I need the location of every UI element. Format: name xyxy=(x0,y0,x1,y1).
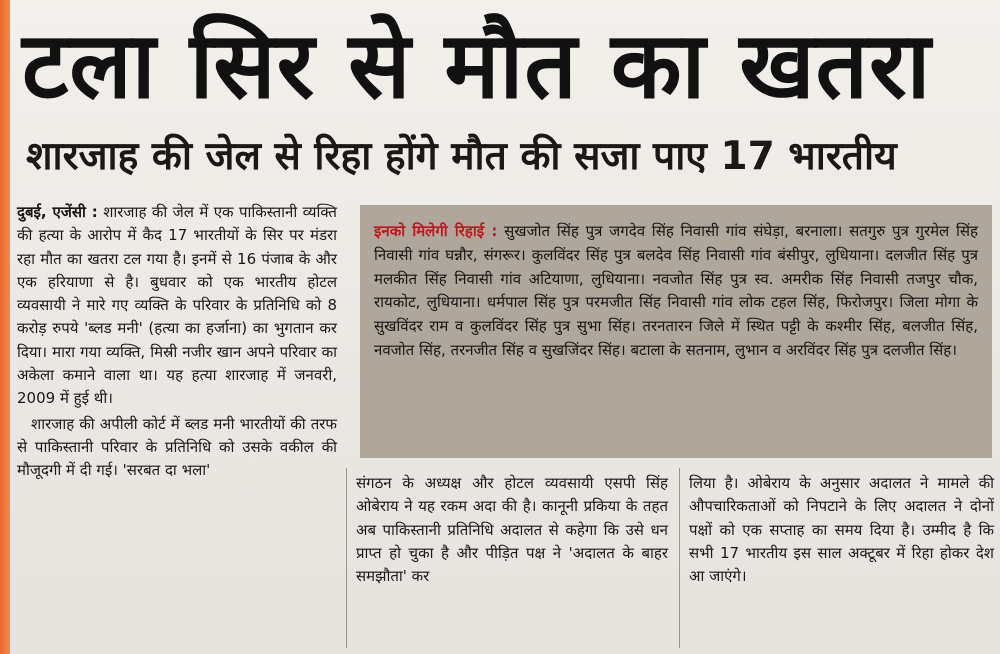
released-names-box xyxy=(360,205,992,458)
headline: टला सिर से मौत का खतरा xyxy=(22,12,932,119)
released-names-list: सुखजोत सिंह पुत्र जगदेव सिंह निवासी गांव संघेड़ा, बरनाला। सतगुरु पुत्र गुरमेल सिंह निवासी गांव घन्नौर, संगरूर। कुलविंदर सिंह पुत्र बलदेव सिंह निवासी गांव बंसीपुर, लुधियाना। दलजीत सिंह पुत्र मलकीत सिंह निवासी गांव अटियाणा, लुधियाना। नवजोत सिंह पुत्र स्व. अमरीक सिंह निवासी तजपुर चौक, रायकोट, लुधियाना। धर्मपाल सिंह पुत्र परमजीत सिंह निवासी गांव लोक टहल सिंह, फिरोजपुर। जिला मोगा के सुखविंदर राम व कुलविंदर सिंह पुत्र सुभा सिंह। तरनतारन जिले में स्थित पट्टी के कश्मीर सिंह, बलजीत सिंह, नवजोत सिंह, तरनजीत सिंह व सुखजिंदर सिंह। बटाला के सतनाम, लुभान व अरविंदर सिंह पुत्र दलजीत सिंह। xyxy=(374,222,978,359)
released-names-text-block xyxy=(374,220,978,363)
article-column-3 xyxy=(689,472,994,588)
article-text-3: लिया है। ओबेराय के अनुसार अदालत ने मामले की औपचारिकताओं को निपटाने के लिए अदालत ने दोनों पक्षों को एक सप्ताह का समय दिया है। उम्मीद है कि सभी 17 भारतीय इस साल अक्टूबर में रिहा होकर देश आ जाएंगे। xyxy=(689,474,994,586)
article-column-2 xyxy=(356,472,668,588)
released-names-label: इनको मिलेगी रिहाई : xyxy=(374,222,498,240)
article-paragraph-1 xyxy=(17,201,337,411)
page-edge-strip xyxy=(0,0,10,654)
article-paragraph-2: शारजाह की अपीली कोर्ट में ब्लड मनी भारतीयों की तरफ से पाकिस्तानी परिवार के प्रतिनिधि को उसके वकील की मौजूदगी में दी गई। 'सरबत दा भला' xyxy=(17,414,337,480)
subheadline: शारजाह की जेल से रिहा होंगे मौत की सजा पाए 17 भारतीय xyxy=(26,134,897,179)
column-divider xyxy=(346,468,347,648)
column-divider xyxy=(679,468,680,648)
article-column-1 xyxy=(17,201,337,483)
article-text-1: शारजाह की जेल में एक पाकिस्तानी व्यक्ति की हत्या के आरोप में कैद 17 भारतीयों के सिर पर मंडरा रहा मौत का खतरा टल गया है। इनमें से 16 पंजाब के और एक हरियाणा से है। बुधवार को एक भारतीय होटल व्यवसायी ने मारे गए व्यक्ति के परिवार के प्रतिनिधि को 8 करोड़ रुपये 'ब्लड मनी' (हत्या का हर्जाना) का भुगतान कर दिया। मारा गया व्यक्ति, मिस्री नजीर खान अपने परिवार का अकेला कमाने वाला था। यह हत्या शारजाह में जनवरी, 2009 में हुई थी। xyxy=(17,203,337,408)
article-text-2: संगठन के अध्यक्ष और होटल व्यवसायी एसपी सिंह ओबेराय ने यह रकम अदा की है। कानूनी प्रकिया के तहत अब पाकिस्तानी प्रतिनिधि अदालत से कहेगा कि उसे धन प्राप्त हो चुका है और पीड़ित पक्ष ने 'अदालत के बाहर समझौता' कर xyxy=(356,474,668,586)
dateline: दुबई, एजेंसी : xyxy=(17,203,98,221)
